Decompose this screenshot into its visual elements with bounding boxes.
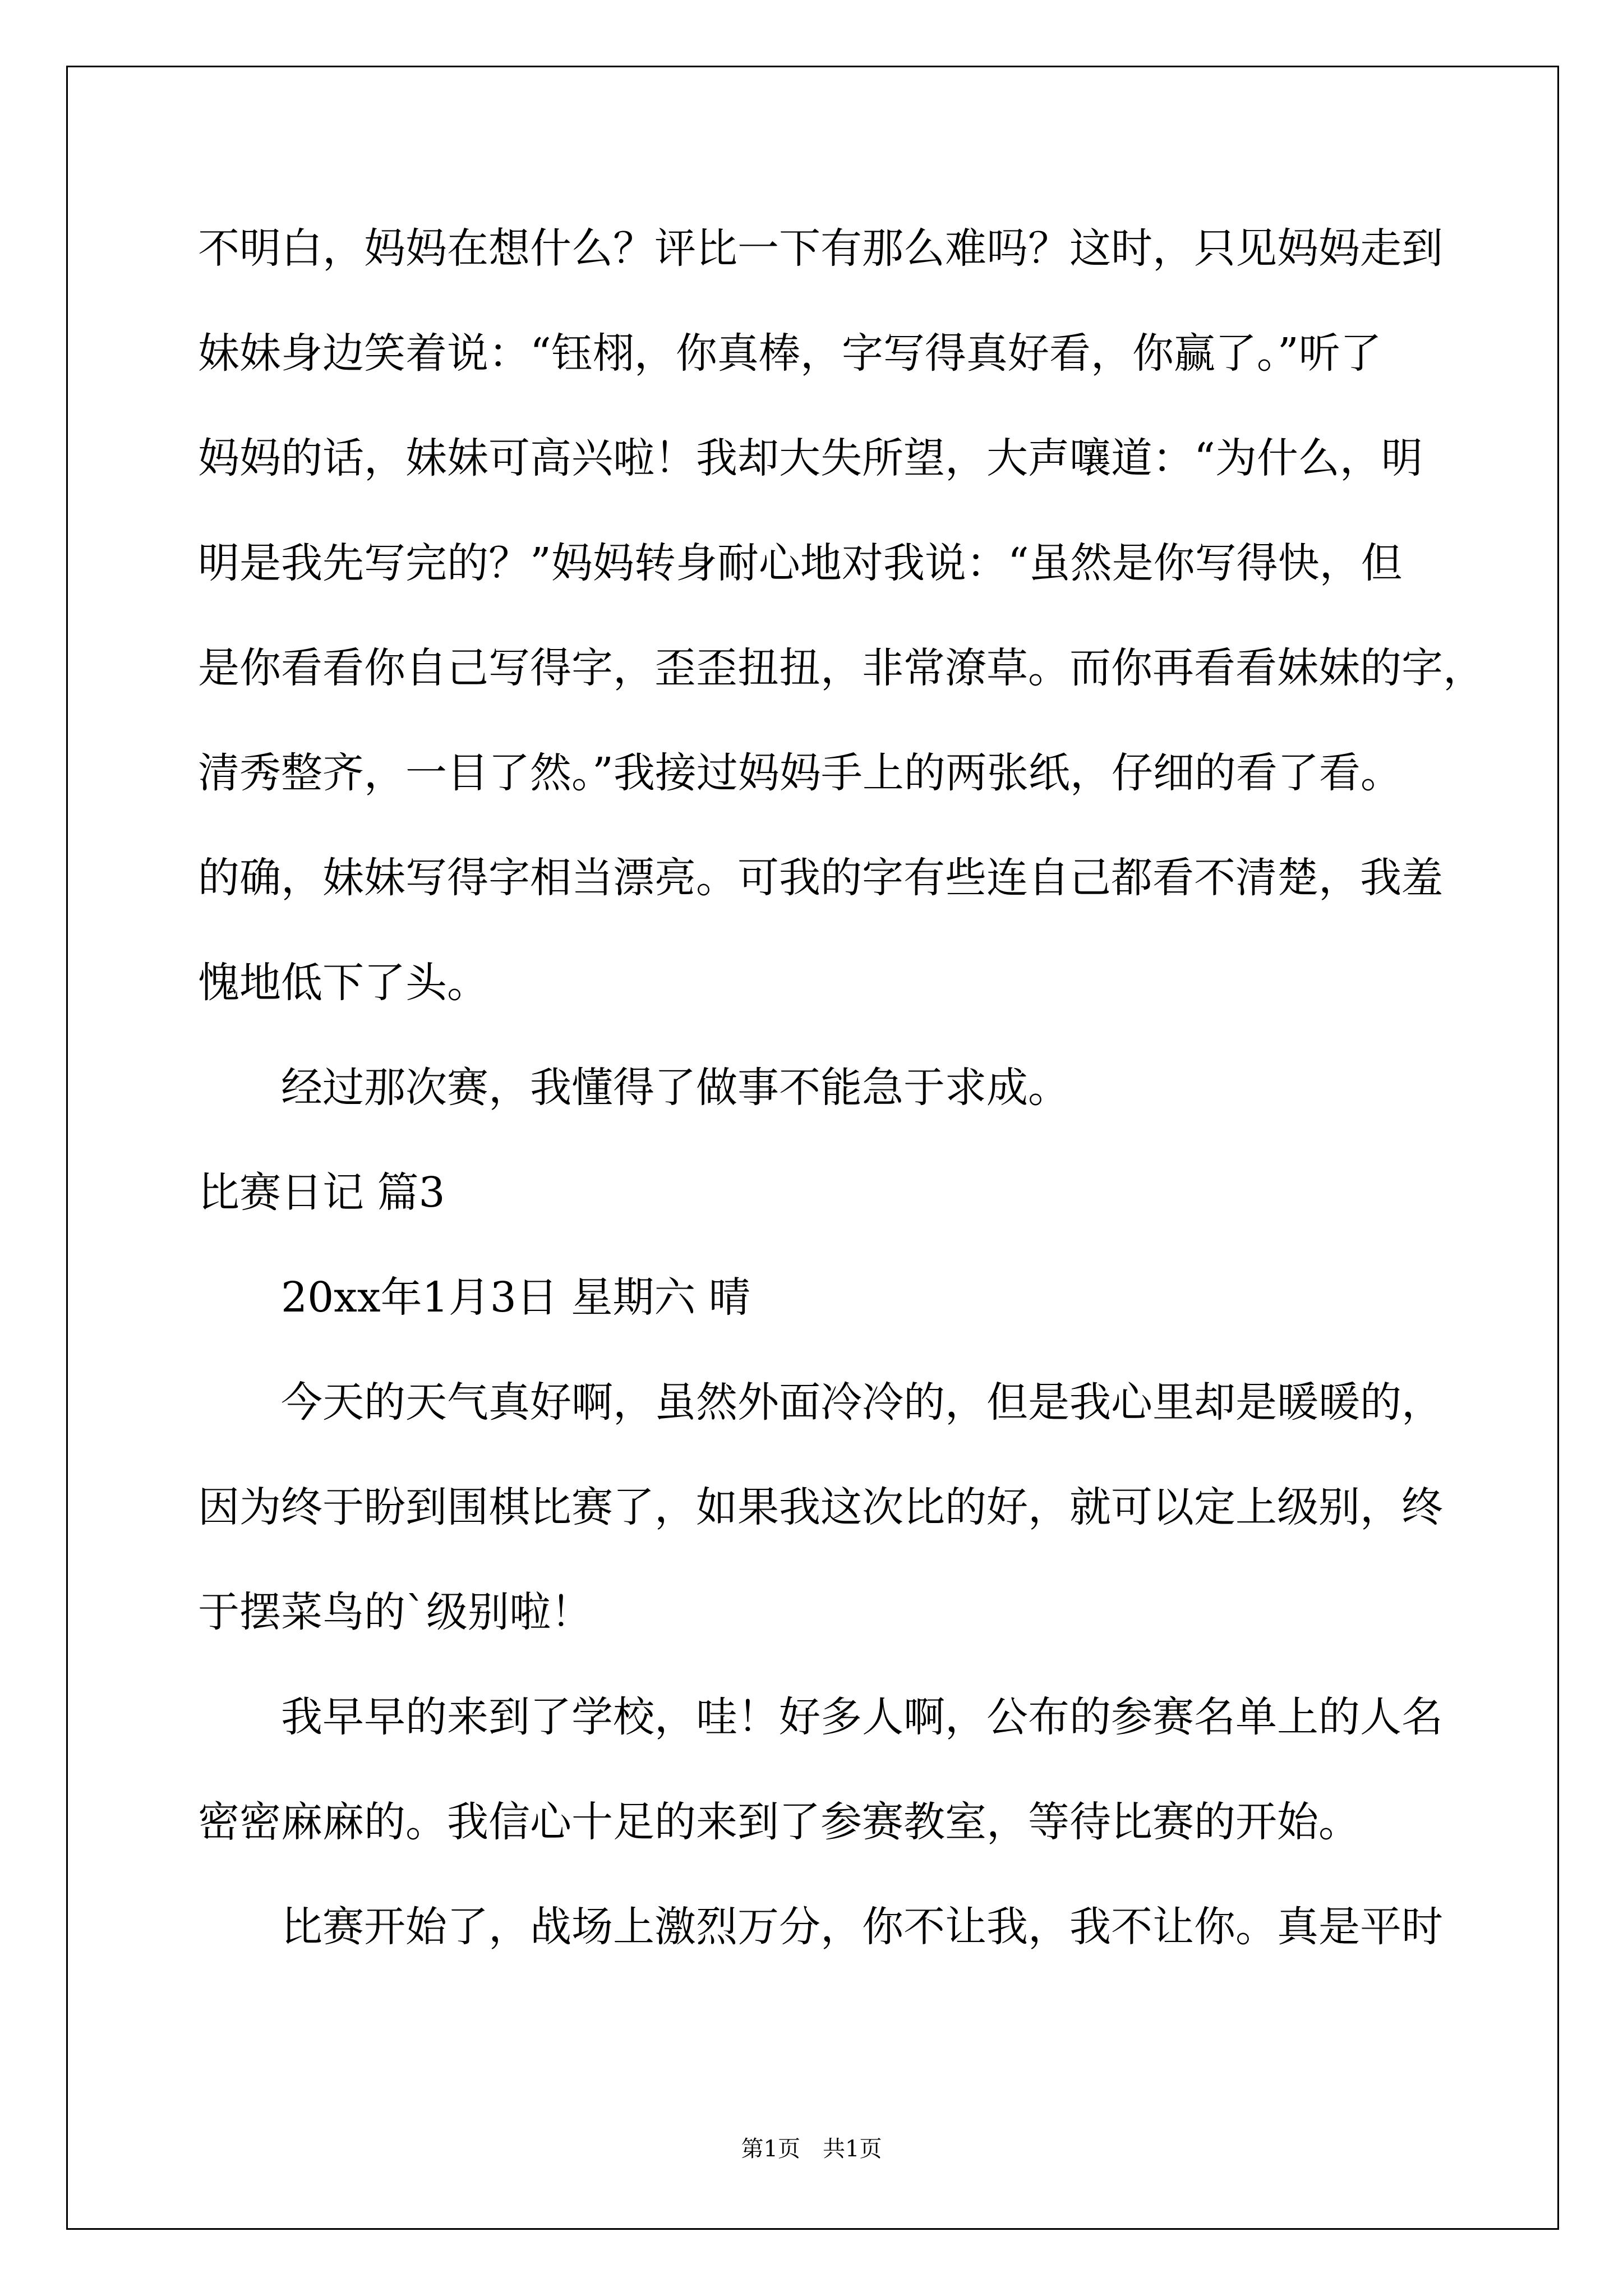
page-number-footer: 第1页 共1页: [741, 2136, 882, 2162]
text-line: 妹妹身边笑着说：“钰栩，你真棒，字写得真好看，你赢了。”听了: [198, 329, 1382, 378]
text-line: 经过那次赛，我懂得了做事不能急于求成。: [198, 1064, 1069, 1112]
section-heading: 比赛日记 篇3: [198, 1168, 445, 1217]
text-line: 今天的天气真好啊，虽然外面冷冷的，但是我心里却是暖暖的，: [198, 1378, 1443, 1427]
text-line: 于摆菜鸟的`级别啦！: [198, 1588, 592, 1636]
text-line: 是你看看你自己写得字，歪歪扭扭，非常潦草。而你再看看妹妹的字，: [198, 644, 1484, 692]
text-line: 我早早的来到了学校，哇！好多人啊，公布的参赛名单上的人名: [198, 1693, 1443, 1741]
text-line: 的确，妹妹写得字相当漂亮。可我的字有些连自己都看不清楚，我羞: [198, 854, 1443, 902]
text-line: 比赛开始了，战场上激烈万分，你不让我，我不让你。真是平时: [198, 1903, 1443, 1951]
text-line: 愧地低下了头。: [198, 959, 488, 1007]
text-line: 不明白，妈妈在想什么？评比一下有那么难吗？这时，只见妈妈走到: [198, 224, 1443, 273]
text-line: 因为终于盼到围棋比赛了，如果我这次比的好，就可以定上级别，终: [198, 1483, 1443, 1531]
text-line: 密密麻麻的。我信心十足的来到了参赛教室，等待比赛的开始。: [198, 1798, 1360, 1846]
text-line: 明是我先写完的？”妈妈转身耐心地对我说：“虽然是你写得快，但: [198, 539, 1403, 587]
text-line: 清秀整齐，一目了然。”我接过妈妈手上的两张纸，仔细的看了看。: [198, 749, 1402, 797]
diary-date-line: 20xx年1月3日 星期六 晴: [198, 1273, 750, 1322]
text-line: 妈妈的话，妹妹可高兴啦！我却大失所望，大声嚷道：“为什么，明: [198, 434, 1423, 482]
